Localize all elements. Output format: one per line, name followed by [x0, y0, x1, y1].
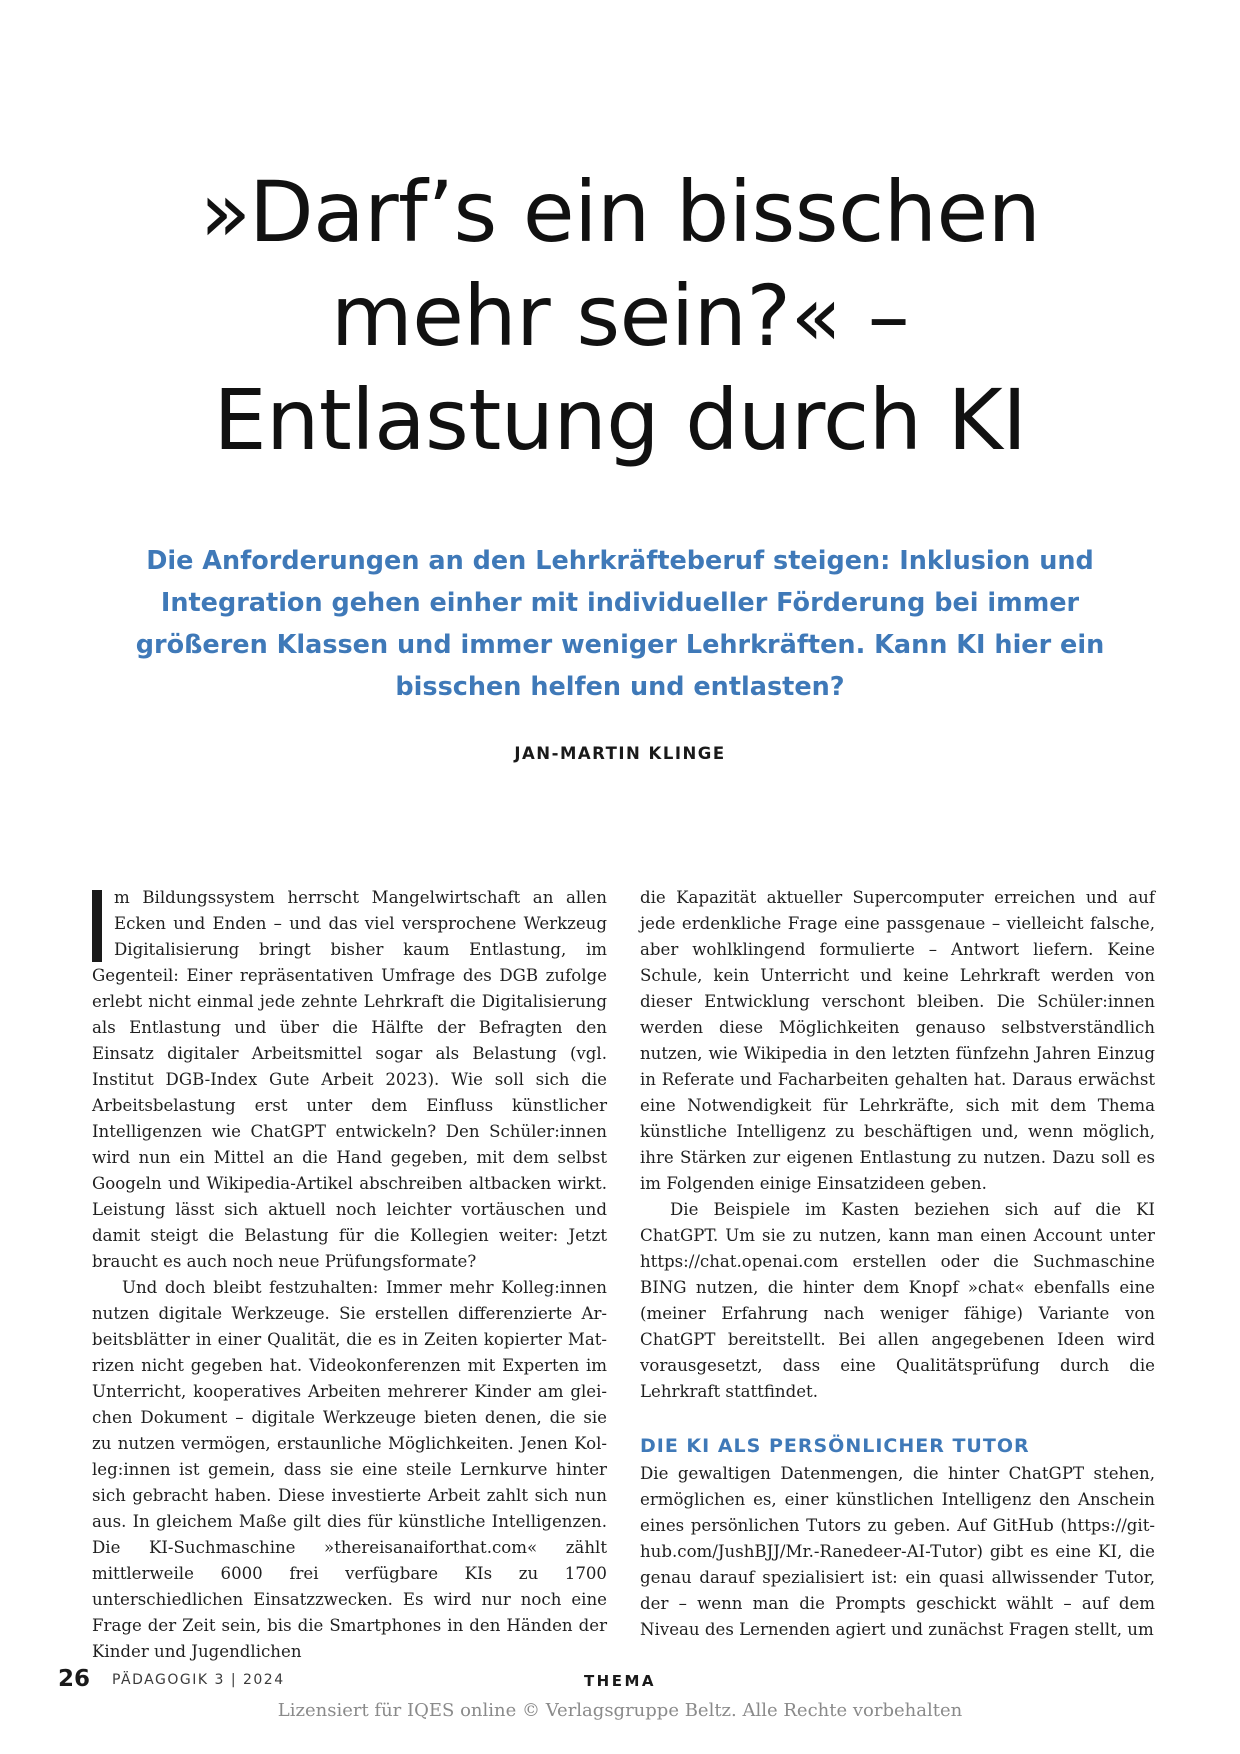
paragraph-right-1: die Kapazität aktueller Supercomputer erreichen und auf jede erdenkliche Frage eine passgenaue – vielleicht falsche, aber wohlklingend formulierte – Antwort liefern. Keine Schule, kein Unterricht und keine Lehrkraft werden von dieser Entwicklung verschont bleiben. Die Schüler:innen werden diese Möglichkeiten genauso selbstverständlich nutzen, wie Wikipedia in den letzten fünfzehn Jahren Einzug in Referate und Facharbeiten gehalten hat. Daraus erwächst eine Notwendigkeit für Lehrkräfte, sich mit dem Thema künstliche Intelligenz zu beschäftigen und, wenn möglich, ihre Stärken zur eigenen Entlastung zu nutzen. Dazu soll es im Folgenden einige Einsatzideen geben.	[640, 888, 1155, 1193]
lead-line-3: größeren Klassen und immer weniger Lehrkräften. Kann KI hier ein	[135, 630, 1105, 660]
license-notice: Lizensiert für IQES online © Verlagsgruppe Beltz. Alle Rechte vorbehalten	[277, 1700, 963, 1721]
author-byline: JAN-MARTIN KLINGE	[514, 744, 726, 763]
section-subhead: DIE KI ALS PERSÖNLICHER TUTOR	[640, 1435, 1030, 1457]
drop-cap-i	[92, 890, 102, 962]
text-column-right	[640, 885, 1155, 1643]
title-line-3: Entlastung durch KI	[213, 371, 1027, 469]
paragraph-right-2: Die Beispiele im Kasten beziehen sich auf die KI ChatGPT. Um sie zu nutzen, kann man einen Account unter https://chat.openai.com erstellen oder die Suchmaschine BING nutzen, die hinter dem Knopf »chat« ebenfalls eine (meiner Erfahrung nach weniger fähige) Variante von ChatGPT bereitstellt. Bei allen angegebenen Ideen wird vorausgesetzt, dass eine Qualitätsprüfung durch die Lehrkraft stattfindet.	[640, 1200, 1155, 1401]
article-lead	[110, 540, 1130, 708]
lead-line-2: Integration gehen einher mit individueller Förderung bei immer	[160, 588, 1080, 618]
title-line-1: »Darf’s ein bisschen	[199, 163, 1041, 261]
section-label: THEMA	[583, 1672, 657, 1690]
journal-issue: PÄDAGOGIK 3 | 2024	[112, 1672, 285, 1688]
paragraph-right-3: Die gewaltigen Datenmengen, die hinter ChatGPT stehen, ermöglichen es, einer künstlichen Intelligenz den Anschein eines persönlichen Tutors zu geben. Auf GitHub (https://github.com/JushBJJ/Mr.-Ranedeer-AI-Tutor) gibt es eine KI, die genau darauf spezialisiert ist: ein quasi allwissender Tutor, der – wenn man die Prompts geschickt wählt – auf dem Niveau des Lernenden agiert und zunächst Fragen stellt, um	[640, 1464, 1155, 1639]
lead-line-4: bisschen helfen und entlasten?	[395, 672, 845, 702]
lead-line-1: Die Anforderungen an den Lehrkräfteberuf steigen: Inklusion und	[146, 546, 1094, 576]
page-number: 26	[58, 1666, 91, 1692]
paragraph-left-2: Und doch bleibt festzuhalten: Immer mehr Kolleg:innen nutzen digitale Werkzeuge. Sie erstellen differenzierte Arbeitsblätter in einer Qualität, die es in Zeiten kopierter Matrizen nicht gegeben hat. Videokonferenzen mit Experten im Unterricht, kooperatives Arbeiten mehrerer Kinder am gleichen Dokument – digitale Werkzeuge bieten denen, die sie zu nutzen vermögen, erstaunliche Möglichkeiten. Jenen Kolleg:innen ist gemein, dass sie eine steile Lernkurve hinter sich gebracht haben. Diese investierte Arbeit zahlt sich nun aus. In gleichem Maße gilt dies für künstliche Intelligenzen. Die KI-Suchmaschine »thereisanaiforthat.com« zählt mittlerweile 6000 frei verfügbare KIs zu 1700 unterschiedlichen Einsatzzwecken. Es wird nur noch eine Frage der Zeit sein, bis die Smartphones in den Händen der Kinder und Jugendlichen	[92, 1278, 607, 1661]
title-line-2: mehr sein?« –	[330, 267, 910, 365]
paragraph-left-1: m Bildungssystem herrscht Mangelwirtschaft an allen Ecken und Enden – und das viel versprochene Werkzeug Digitalisierung bringt bisher kaum Entlastung, im Gegenteil: Einer repräsentativen Umfrage des DGB zufolge erlebt nicht einmal jede zehnte Lehrkraft die Digitalisierung als Entlastung und über die Hälfte der Befragten den Einsatz digitaler Arbeitsmittel sogar als Belastung (vgl. Institut DGB-Index Gute Arbeit 2023). Wie soll sich die Arbeitsbelastung erst unter dem Einfluss künstlicher Intelligenzen wie ChatGPT entwickeln? Den Schüler:innen wird nun ein Mittel an die Hand gegeben, mit dem selbst Googeln und Wikipedia-Artikel abschreiben altbacken wirkt. Leistung lässt sich aktuell noch leichter vortäuschen und damit steigt die Belastung für die Kollegien weiter: Jetzt braucht es auch noch neue Prüfungsformate?	[92, 888, 607, 1271]
article-title	[100, 160, 1140, 472]
text-column-left	[92, 885, 607, 1665]
